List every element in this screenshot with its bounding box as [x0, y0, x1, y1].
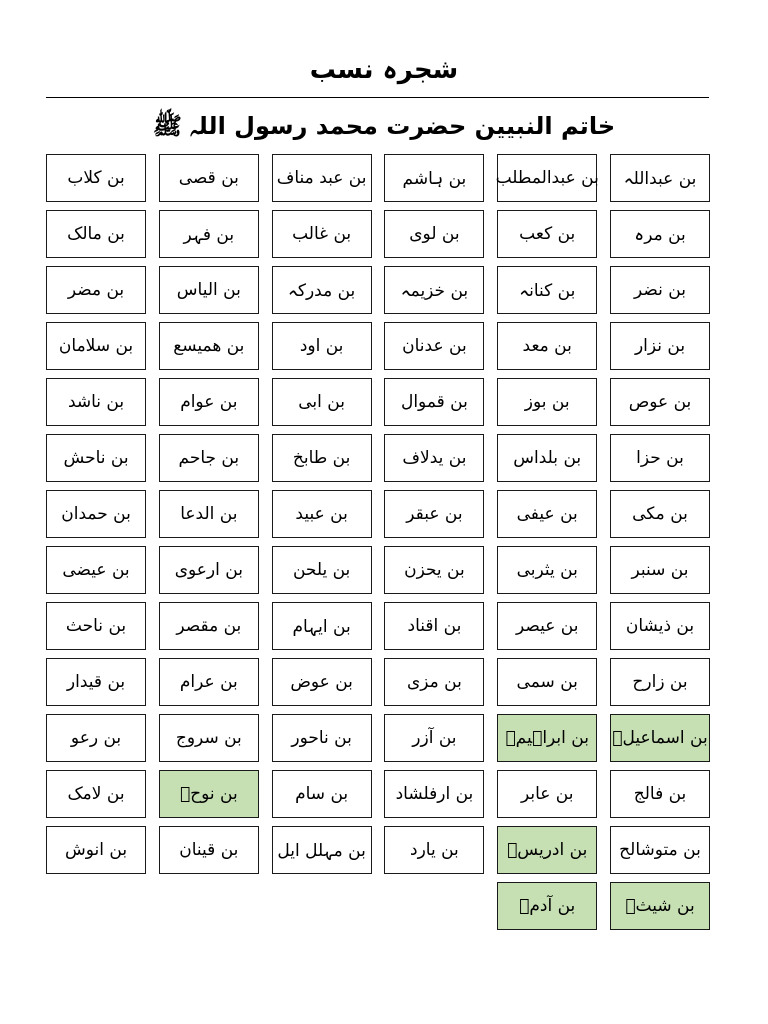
- lineage-cell: بن مہلل ایل: [272, 826, 372, 874]
- lineage-cell: بن عبداللہ: [610, 154, 710, 202]
- lineage-cell: بن آزر: [384, 714, 484, 762]
- lineage-cell: بن مالک: [46, 210, 146, 258]
- lineage-cell: بن مزی: [384, 658, 484, 706]
- lineage-cell: بن لامک: [46, 770, 146, 818]
- lineage-cell: بن عبقر: [384, 490, 484, 538]
- lineage-cell: بن قصی: [159, 154, 259, 202]
- lineage-cell: بن بلداس: [497, 434, 597, 482]
- lineage-cell: بن نزار: [610, 322, 710, 370]
- lineage-cell: بن الدعا: [159, 490, 259, 538]
- lineage-cell: بن قیدار: [46, 658, 146, 706]
- lineage-cell: بن جاحم: [159, 434, 259, 482]
- lineage-cell: بن متوشالح: [610, 826, 710, 874]
- lineage-cell: بن ارعوی: [159, 546, 259, 594]
- lineage-cell: بن قموال: [384, 378, 484, 426]
- page-title: شجرہ نسب: [309, 55, 459, 85]
- lineage-cell: بن عیضی: [46, 546, 146, 594]
- lineage-cell: بن زارح: [610, 658, 710, 706]
- lineage-cell: بن ناحور: [272, 714, 372, 762]
- lineage-cell: بن فہر: [159, 210, 259, 258]
- lineage-cell: بن بوز: [497, 378, 597, 426]
- lineage-cell: بن ابی: [272, 378, 372, 426]
- lineage-cell: بن طابخ: [272, 434, 372, 482]
- lineage-cell: بن کلاب: [46, 154, 146, 202]
- lineage-cell: بن خزیمہ: [384, 266, 484, 314]
- lineage-cell: بن یحزن: [384, 546, 484, 594]
- lineage-cell: بن حزا: [610, 434, 710, 482]
- lineage-cell: بن عبدالمطلب: [497, 154, 597, 202]
- lineage-cell: بن ہاشم: [384, 154, 484, 202]
- lineage-cell: بن عدنان: [384, 322, 484, 370]
- lineage-cell: بن لوی: [384, 210, 484, 258]
- title-divider: [46, 97, 709, 98]
- lineage-cell: بن الیاس: [159, 266, 259, 314]
- lineage-cell: بن غالب: [272, 210, 372, 258]
- lineage-cell: بن مضر: [46, 266, 146, 314]
- lineage-cell: بن ایہام: [272, 602, 372, 650]
- lineage-cell: بن سنبر: [610, 546, 710, 594]
- lineage-cell: بن یثربی: [497, 546, 597, 594]
- lineage-cell: بن کنانہ: [497, 266, 597, 314]
- lineage-cell: بن سمی: [497, 658, 597, 706]
- lineage-cell: بن عبد مناف: [272, 154, 372, 202]
- lineage-cell: بن ناشد: [46, 378, 146, 426]
- lineage-cell: بن مرہ: [610, 210, 710, 258]
- lineage-cell: بن یارد: [384, 826, 484, 874]
- lineage-cell: بن رعو: [46, 714, 146, 762]
- lineage-cell: بن سلامان: [46, 322, 146, 370]
- lineage-cell: بن اقناد: [384, 602, 484, 650]
- lineage-cell: بن ناحش: [46, 434, 146, 482]
- lineage-cell: بن عابر: [497, 770, 597, 818]
- lineage-cell: بن معد: [497, 322, 597, 370]
- lineage-grid: [46, 154, 710, 930]
- lineage-cell: بن نضر: [610, 266, 710, 314]
- lineage-cell: بن عوص: [610, 378, 710, 426]
- lineage-cell: بن عبید: [272, 490, 372, 538]
- lineage-cell: بن مکی: [610, 490, 710, 538]
- lineage-cell: بن حمدان: [46, 490, 146, 538]
- page-subtitle: خاتم النبیین حضرت محمد رسول اللہ ﷺ: [152, 112, 616, 140]
- lineage-cell: بن آدمؑ: [497, 882, 597, 930]
- lineage-cell: بن ادریسؑ: [497, 826, 597, 874]
- lineage-cell: بن عوام: [159, 378, 259, 426]
- lineage-cell: بن ناحث: [46, 602, 146, 650]
- lineage-cell: بن اسماعیلؑ: [610, 714, 710, 762]
- lineage-cell: بن عیصر: [497, 602, 597, 650]
- lineage-cell: بن ارفلشاد: [384, 770, 484, 818]
- lineage-cell: بن شیثؑ: [610, 882, 710, 930]
- lineage-cell: بن سام: [272, 770, 372, 818]
- lineage-cell: بن عوض: [272, 658, 372, 706]
- lineage-cell: بن کعب: [497, 210, 597, 258]
- lineage-cell: بن ابراہیمؑ: [497, 714, 597, 762]
- lineage-cell: بن سروج: [159, 714, 259, 762]
- lineage-cell: بن یلحن: [272, 546, 372, 594]
- lineage-cell: بن مقصر: [159, 602, 259, 650]
- lineage-cell: بن مدرکہ: [272, 266, 372, 314]
- lineage-cell: بن انوش: [46, 826, 146, 874]
- lineage-cell: بن عیفی: [497, 490, 597, 538]
- lineage-cell: بن ذیشان: [610, 602, 710, 650]
- lineage-cell: بن یدلاف: [384, 434, 484, 482]
- lineage-cell: بن فالج: [610, 770, 710, 818]
- lineage-cell: بن عرام: [159, 658, 259, 706]
- lineage-cell: بن قینان: [159, 826, 259, 874]
- lineage-cell: بن نوحؑ: [159, 770, 259, 818]
- lineage-cell: بن اود: [272, 322, 372, 370]
- lineage-cell: بن ھمیسع: [159, 322, 259, 370]
